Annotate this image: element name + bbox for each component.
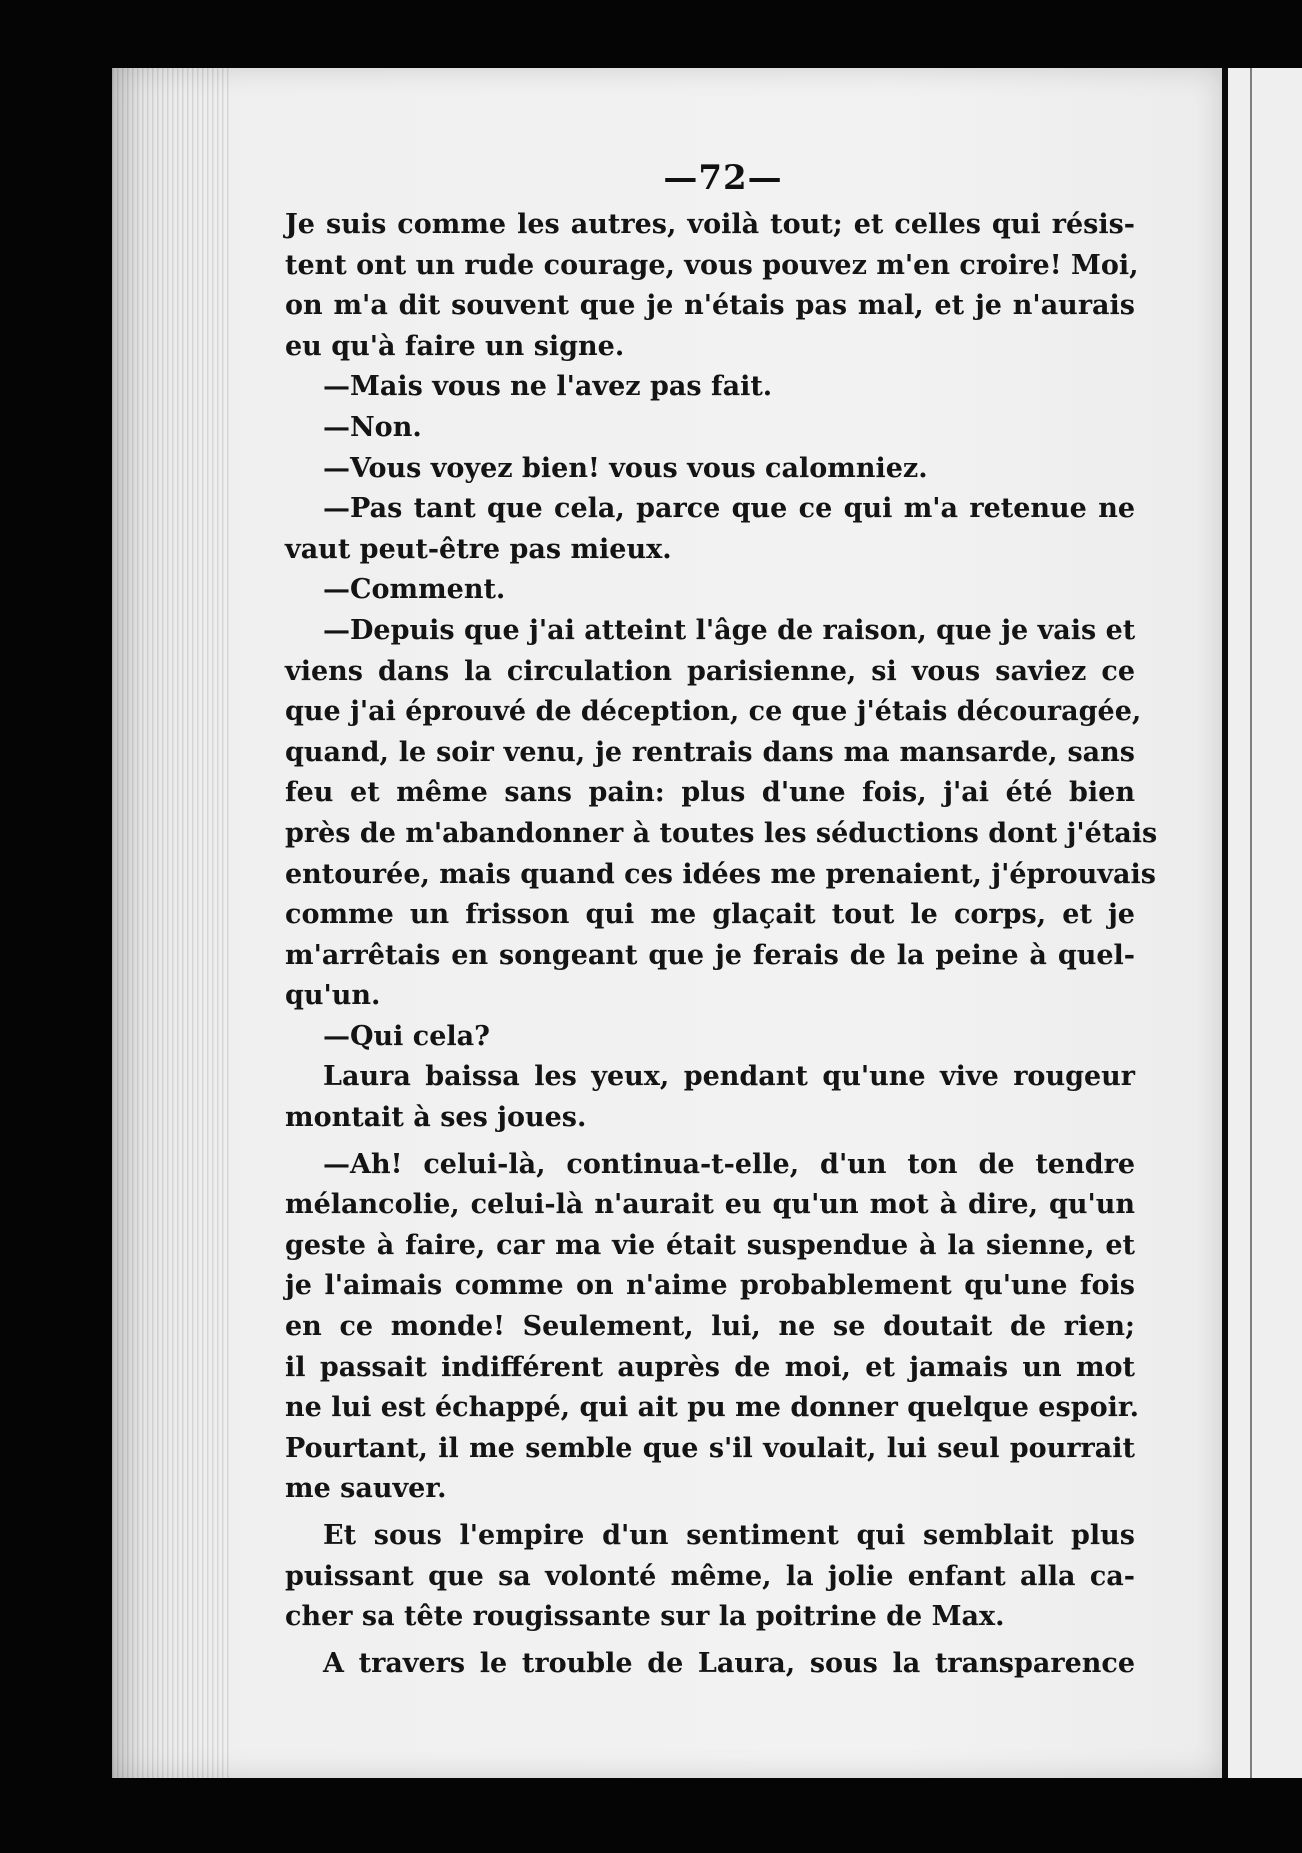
text-line: m'arrêtais en songeant que je ferais de la peine à quel- — [285, 939, 1135, 971]
text-line: il passait indifférent auprès de moi, et jamais un mot — [285, 1351, 1135, 1383]
text-line: que j'ai éprouvé de déception, ce que j'étais découragée, — [285, 696, 1142, 728]
text-line: —Mais vous ne l'avez pas fait. — [323, 371, 773, 403]
text-line: Je suis comme les autres, voilà tout; et celles qui résis- — [285, 209, 1135, 240]
text-line: —Comment. — [323, 574, 506, 606]
text-line: entourée, mais quand ces idées me prenaient, j'éprouvais — [285, 858, 1156, 890]
text-line: —Pas tant que cela, parce que ce qui m'a retenue ne — [323, 493, 1135, 525]
facing-page-edge — [1222, 68, 1302, 1778]
text-line: cher sa tête rougissante sur la poitrine de Max. — [285, 1601, 1005, 1633]
text-line: Pourtant, il me semble que s'il voulait, lui seul pourrait — [285, 1432, 1135, 1464]
text-line: ne lui est échappé, qui ait pu me donner quelque espoir. — [285, 1392, 1139, 1424]
page-number — [0, 158, 1302, 198]
text-line: me sauver. — [285, 1473, 447, 1505]
text-line: tent ont un rude courage, vous pouvez m'en croire! Moi, — [285, 249, 1139, 281]
text-line: —Vous voyez bien! vous vous calomniez. — [323, 452, 928, 484]
text-line: comme un frisson qui me glaçait tout le corps, et je — [285, 899, 1135, 931]
text-line: qu'un. — [285, 980, 381, 1012]
body-text — [285, 205, 1158, 1684]
text-line: —Ah! celui-là, continua-t-elle, d'un ton de tendre — [323, 1148, 1135, 1180]
text-line: geste à faire, car ma vie était suspendue à la sienne, et — [285, 1229, 1135, 1261]
text-line: on m'a dit souvent que je n'étais pas mal, et je n'aurais — [285, 290, 1135, 322]
text-line: feu et même sans pain: plus d'une fois, j'ai été bien — [285, 777, 1135, 809]
text-line: —Qui cela? — [323, 1020, 490, 1052]
text-line: je l'aimais comme on n'aime probablement qu'une fois — [285, 1270, 1135, 1302]
page-edge-stack — [112, 68, 232, 1778]
text-line: près de m'abandonner à toutes les séductions dont j'étais — [285, 817, 1158, 849]
text-line: puissant que sa volonté même, la jolie enfant alla ca- — [285, 1560, 1135, 1592]
text-line: —Non. — [323, 411, 422, 443]
text-line: viens dans la circulation parisienne, si vous saviez ce — [285, 655, 1135, 687]
text-line: mélancolie, celui-là n'aurait eu qu'un mot à dire, qu'un — [285, 1189, 1135, 1221]
text-line: eu qu'à faire un signe. — [285, 330, 625, 362]
text-line: en ce monde! Seulement, lui, ne se doutait de rien; — [285, 1311, 1135, 1343]
page-number-text: —72— — [663, 158, 783, 198]
text-line: —Depuis que j'ai atteint l'âge de raison, que je vais et — [323, 614, 1136, 646]
text-line: vaut peut-être pas mieux. — [285, 533, 672, 565]
text-line: quand, le soir venu, je rentrais dans ma mansarde, sans — [285, 736, 1135, 768]
text-line: montait à ses joues. — [285, 1102, 587, 1134]
text-line: A travers le trouble de Laura, sous la transparence — [323, 1647, 1135, 1679]
text-line: Et sous l'empire d'un sentiment qui semblait plus — [323, 1520, 1135, 1551]
text-line: Laura baissa les yeux, pendant qu'une vive rougeur — [323, 1061, 1135, 1093]
